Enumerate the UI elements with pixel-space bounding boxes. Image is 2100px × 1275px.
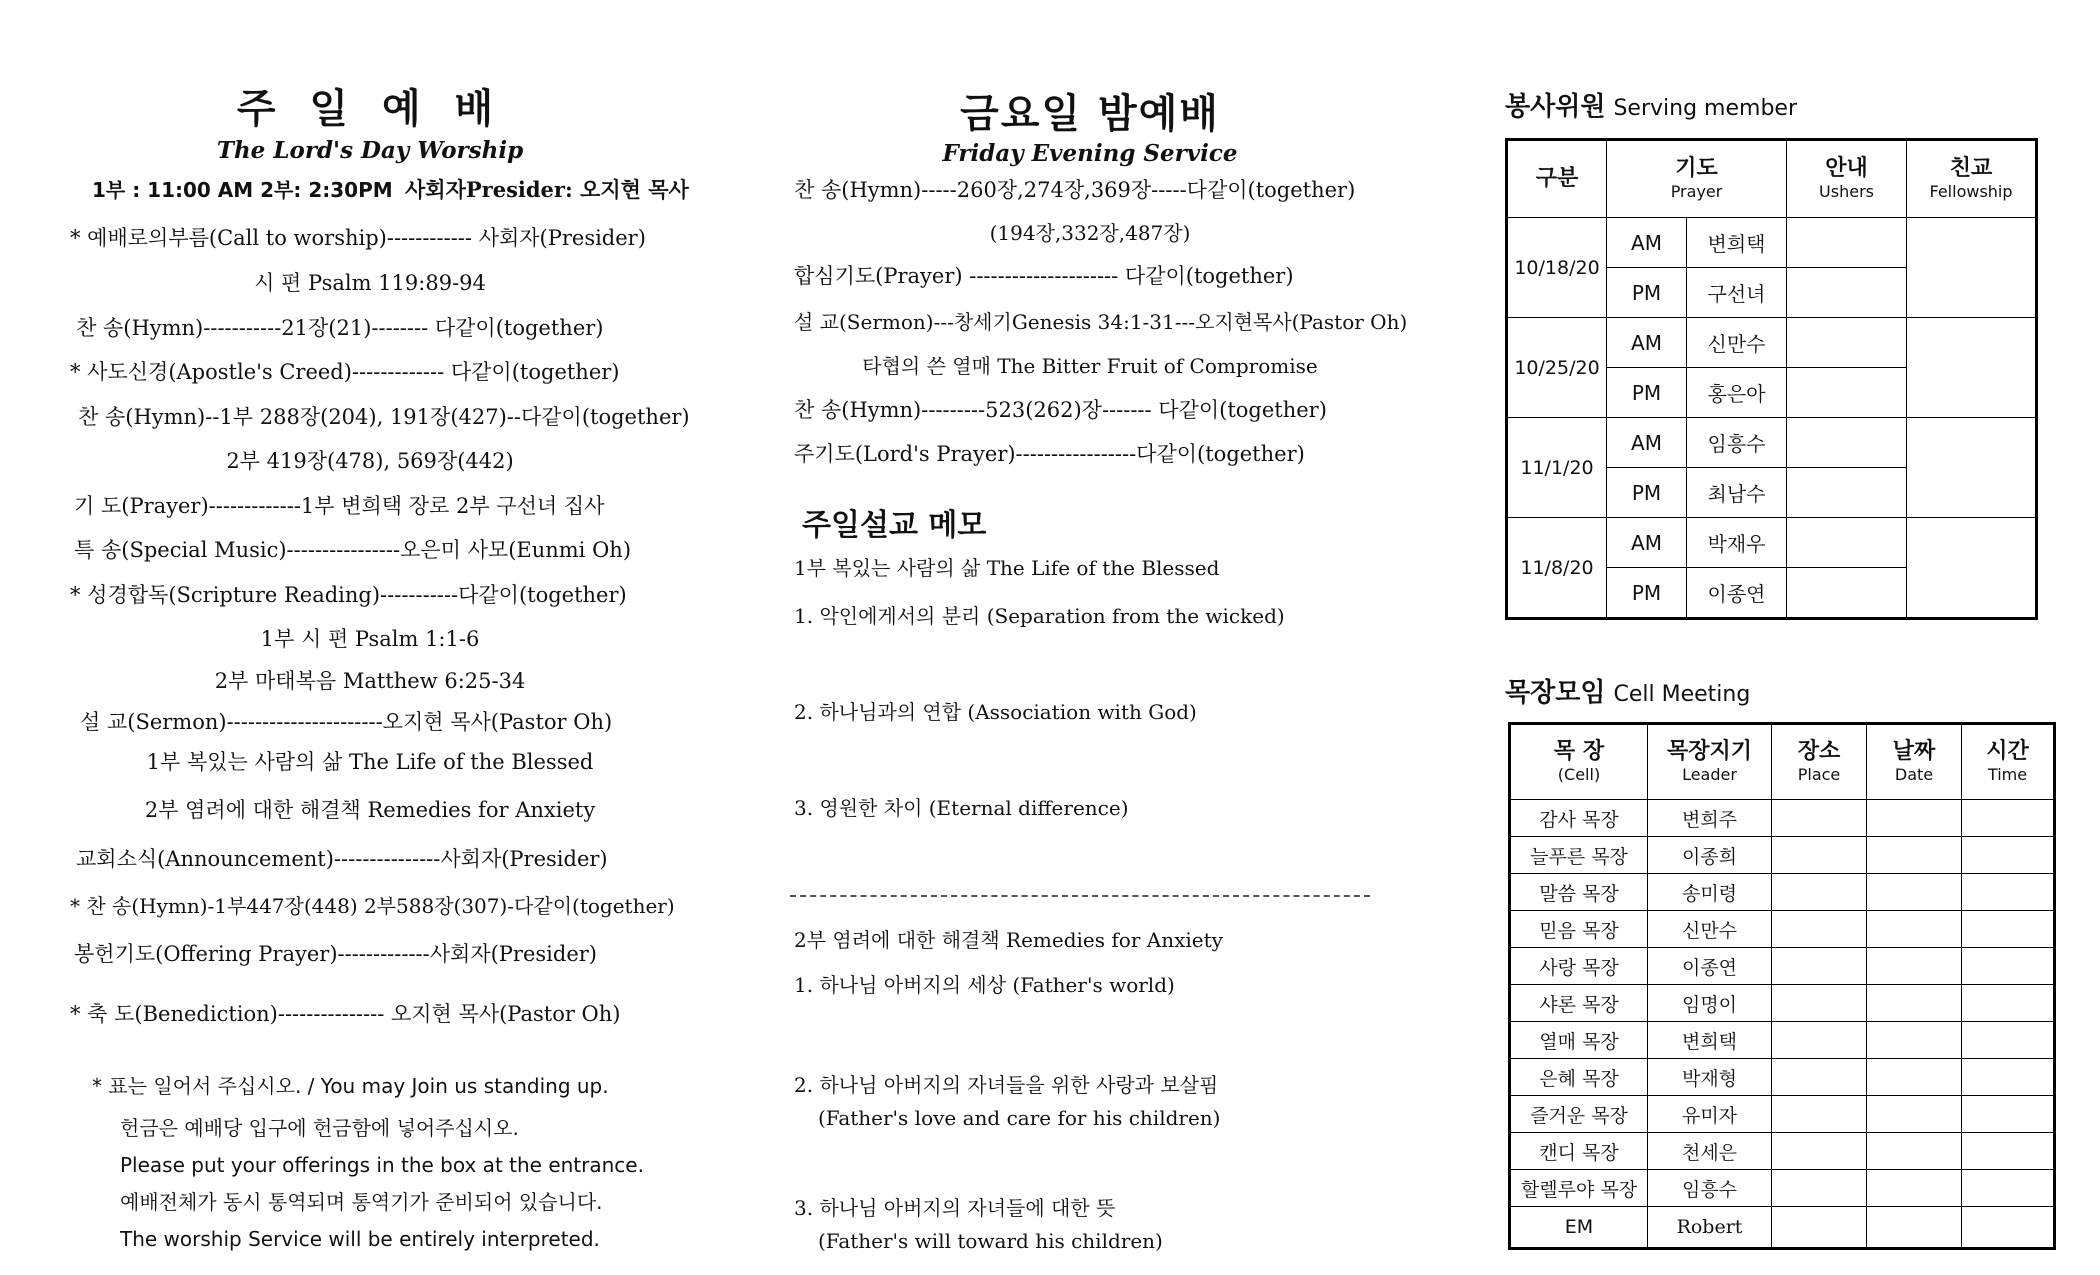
- cell-date: [1867, 1133, 1962, 1170]
- cell-row: [1510, 1096, 2055, 1133]
- memo-title: 주일설교 메모: [802, 508, 987, 543]
- cell-table: [1508, 722, 2056, 1250]
- serving-usher-cell: [1787, 568, 1907, 619]
- serving-row: [1507, 318, 2037, 368]
- service-times: 1부 : 11:00 AM 2부: 2:30PM: [92, 178, 393, 202]
- order-call-to-worship: * 예배로의부름(Call to worship)------------ 사회자(Presider): [70, 226, 646, 250]
- cell-name: 감사 목장: [1510, 800, 1648, 837]
- cell-date: [1867, 1207, 1962, 1249]
- order-reading-1: 1부 시 편 Psalm 1:1-6: [260, 627, 480, 651]
- cell-time: [1962, 1059, 2055, 1096]
- presider-line: 사회자Presider: 오지현 목사: [405, 177, 689, 202]
- cell-date: [1867, 1059, 1962, 1096]
- serving-fellowship-cell: [1907, 318, 2037, 418]
- serving-usher-cell: [1787, 368, 1907, 418]
- serving-pm-name: 이종연: [1687, 568, 1787, 619]
- friday-hymn: 찬 송(Hymn)-----260장,274장,369장-----다같이(together): [794, 178, 1356, 202]
- note-interpretation-en: The worship Service will be entirely interpreted.: [120, 1227, 600, 1251]
- order-sermon-title-2: 2부 염려에 대한 해결책 Remedies for Anxiety: [144, 798, 596, 822]
- order-hymn-1: 찬 송(Hymn)-----------21장(21)-------- 다같이(together): [76, 316, 604, 340]
- order-prayer: 기 도(Prayer)-------------1부 변희택 장로 2부 구선녀 집사: [74, 494, 605, 518]
- serving-date: 10/18/20: [1507, 218, 1607, 318]
- memo-part2-point1: 1. 하나님 아버지의 세상 (Father's world): [794, 973, 1175, 997]
- cell-th-date: 날짜 Date: [1867, 724, 1962, 800]
- cell-th-cell: 목 장 (Cell): [1510, 724, 1648, 800]
- cell-time: [1962, 1133, 2055, 1170]
- cell-row: [1510, 874, 2055, 911]
- order-announcement: 교회소식(Announcement)---------------사회자(Presider): [76, 847, 608, 871]
- am-label: AM: [1607, 218, 1687, 268]
- cell-place: [1772, 1059, 1867, 1096]
- cell-row: [1510, 1207, 2055, 1249]
- serving-pm-name: 구선녀: [1687, 268, 1787, 318]
- serving-title-en: Serving member: [1613, 96, 1797, 121]
- serving-date: 11/1/20: [1507, 418, 1607, 518]
- cell-th-leader: 목장지기 Leader: [1648, 724, 1772, 800]
- cell-leader: 천세은: [1648, 1133, 1772, 1170]
- friday-subtitle: Friday Evening Service: [942, 140, 1238, 167]
- cell-date: [1867, 948, 1962, 985]
- serving-usher-cell: [1787, 218, 1907, 268]
- cell-leader: 변희주: [1648, 800, 1772, 837]
- serving-title-ko: 봉사위원: [1505, 92, 1606, 122]
- serving-am-name: 박재우: [1687, 518, 1787, 568]
- cell-th-time: 시간 Time: [1962, 724, 2055, 800]
- cell-name: 캔디 목장: [1510, 1133, 1648, 1170]
- memo-divider: [790, 895, 1370, 897]
- note-interpretation-ko: 예배전체가 동시 통역되며 통역기가 준비되어 있습니다.: [120, 1190, 603, 1214]
- serving-row: [1507, 218, 2037, 268]
- cell-date: [1867, 874, 1962, 911]
- serving-row: [1507, 518, 2037, 568]
- cell-leader: Robert: [1648, 1207, 1772, 1249]
- serving-usher-cell: [1787, 318, 1907, 368]
- cell-row: [1510, 1022, 2055, 1059]
- memo-part2-point2: 2. 하나님 아버지의 자녀들을 위한 사랑과 보살핌: [794, 1073, 1219, 1097]
- cell-date: [1867, 1022, 1962, 1059]
- friday-lords-prayer: 주기도(Lord's Prayer)-----------------다같이(together): [794, 442, 1305, 466]
- cell-leader: 이종희: [1648, 837, 1772, 874]
- order-scripture-reading: * 성경합독(Scripture Reading)-----------다같이(together): [70, 583, 627, 607]
- friday-title: 금요일 밤예배: [960, 91, 1220, 137]
- cell-date: [1867, 911, 1962, 948]
- serving-pm-name: 최남수: [1687, 468, 1787, 518]
- serving-fellowship-cell: [1907, 218, 2037, 318]
- memo-part1-point2: 2. 하나님과의 연합 (Association with God): [794, 700, 1197, 724]
- serving-th-ushers: 안내 Ushers: [1787, 140, 1907, 218]
- friday-sermon-title: 타협의 쓴 열매 The Bitter Fruit of Compromise: [862, 354, 1318, 378]
- order-hymn-3: * 찬 송(Hymn)-1부447장(448) 2부588장(307)-다같이(together): [70, 894, 675, 918]
- cell-th-place: 장소 Place: [1772, 724, 1867, 800]
- cell-time: [1962, 1022, 2055, 1059]
- cell-name: EM: [1510, 1207, 1648, 1249]
- cell-date: [1867, 1170, 1962, 1207]
- serving-usher-cell: [1787, 268, 1907, 318]
- cell-place: [1772, 800, 1867, 837]
- cell-name: 사랑 목장: [1510, 948, 1648, 985]
- serving-am-name: 임흥수: [1687, 418, 1787, 468]
- am-label: AM: [1607, 518, 1687, 568]
- serving-am-name: 변희택: [1687, 218, 1787, 268]
- friday-hymn-part2: (194장,332장,487장): [989, 221, 1191, 245]
- cell-place: [1772, 1207, 1867, 1249]
- cell-time: [1962, 985, 2055, 1022]
- cell-title-ko: 목장모임: [1505, 678, 1606, 708]
- serving-usher-cell: [1787, 468, 1907, 518]
- cell-leader: 송미령: [1648, 874, 1772, 911]
- cell-place: [1772, 874, 1867, 911]
- order-psalm: 시 편 Psalm 119:89-94: [254, 271, 486, 295]
- cell-time: [1962, 800, 2055, 837]
- note-offering-en: Please put your offerings in the box at the entrance.: [120, 1153, 644, 1177]
- order-hymn-2-part2: 2부 419장(478), 569장(442): [226, 449, 514, 473]
- memo-part1-point1: 1. 악인에게서의 분리 (Separation from the wicked): [794, 604, 1285, 628]
- cell-place: [1772, 1096, 1867, 1133]
- memo-part2-point2-en: (Father's love and care for his children): [818, 1106, 1221, 1130]
- serving-date: 11/8/20: [1507, 518, 1607, 619]
- cell-place: [1772, 911, 1867, 948]
- serving-am-name: 신만수: [1687, 318, 1787, 368]
- serving-th-division: 구분: [1507, 140, 1607, 218]
- cell-name: 할렐루야 목장: [1510, 1170, 1648, 1207]
- pm-label: PM: [1607, 568, 1687, 619]
- cell-time: [1962, 874, 2055, 911]
- cell-row: [1510, 911, 2055, 948]
- cell-row: [1510, 1170, 2055, 1207]
- memo-part1-title: 1부 복있는 사람의 삶 The Life of the Blessed: [794, 556, 1220, 580]
- order-benediction: * 축 도(Benediction)--------------- 오지현 목사(Pastor Oh): [70, 1002, 621, 1026]
- cell-header: [1505, 672, 1750, 709]
- cell-leader: 박재형: [1648, 1059, 1772, 1096]
- cell-leader: 임명이: [1648, 985, 1772, 1022]
- order-sermon-title-1: 1부 복있는 사람의 삶 The Life of the Blessed: [146, 750, 594, 774]
- cell-leader: 유미자: [1648, 1096, 1772, 1133]
- serving-fellowship-cell: [1907, 418, 2037, 518]
- order-reading-2: 2부 마태복음 Matthew 6:25-34: [214, 669, 526, 693]
- memo-part1-point3: 3. 영원한 차이 (Eternal difference): [794, 796, 1129, 820]
- cell-row: [1510, 948, 2055, 985]
- cell-row: [1510, 985, 2055, 1022]
- pm-label: PM: [1607, 268, 1687, 318]
- cell-place: [1772, 1170, 1867, 1207]
- cell-name: 말씀 목장: [1510, 874, 1648, 911]
- sunday-subtitle: The Lord's Day Worship: [216, 137, 524, 164]
- am-label: AM: [1607, 318, 1687, 368]
- cell-date: [1867, 985, 1962, 1022]
- cell-date: [1867, 1096, 1962, 1133]
- cell-leader: 변희택: [1648, 1022, 1772, 1059]
- note-offering-ko: 헌금은 예배당 입구에 헌금함에 넣어주십시오.: [120, 1116, 519, 1140]
- note-standing: * 표는 일어서 주십시오. / You may Join us standing up.: [92, 1074, 609, 1098]
- friday-sermon: 설 교(Sermon)---창세기Genesis 34:1-31---오지현목사(Pastor Oh): [794, 310, 1408, 334]
- order-special-music: 특 송(Special Music)----------------오은미 사모(Eunmi Oh): [74, 538, 632, 562]
- serving-row: [1507, 418, 2037, 468]
- serving-usher-cell: [1787, 518, 1907, 568]
- cell-name: 은혜 목장: [1510, 1059, 1648, 1096]
- cell-name: 늘푸른 목장: [1510, 837, 1648, 874]
- order-sermon: 설 교(Sermon)----------------------오지현 목사(Pastor Oh): [80, 710, 613, 734]
- cell-time: [1962, 1096, 2055, 1133]
- serving-fellowship-cell: [1907, 518, 2037, 619]
- serving-header: [1505, 86, 1797, 123]
- cell-place: [1772, 985, 1867, 1022]
- memo-part2-title: 2부 염려에 대한 해결책 Remedies for Anxiety: [794, 928, 1223, 952]
- memo-part2-point3: 3. 하나님 아버지의 자녀들에 대한 뜻: [794, 1196, 1116, 1220]
- serving-date: 10/25/20: [1507, 318, 1607, 418]
- cell-place: [1772, 1022, 1867, 1059]
- friday-prayer: 합심기도(Prayer) --------------------- 다같이(together): [794, 264, 1294, 288]
- cell-time: [1962, 837, 2055, 874]
- serving-pm-name: 홍은아: [1687, 368, 1787, 418]
- cell-date: [1867, 800, 1962, 837]
- cell-place: [1772, 1133, 1867, 1170]
- serving-th-prayer: 기도 Prayer: [1607, 140, 1787, 218]
- friday-closing-hymn: 찬 송(Hymn)---------523(262)장------- 다같이(together): [794, 398, 1327, 422]
- cell-name: 열매 목장: [1510, 1022, 1648, 1059]
- cell-time: [1962, 1207, 2055, 1249]
- cell-row: [1510, 1133, 2055, 1170]
- cell-name: 샤론 목장: [1510, 985, 1648, 1022]
- cell-row: [1510, 1059, 2055, 1096]
- cell-row: [1510, 800, 2055, 837]
- am-label: AM: [1607, 418, 1687, 468]
- serving-table: [1505, 138, 2038, 620]
- cell-row: [1510, 837, 2055, 874]
- cell-place: [1772, 948, 1867, 985]
- serving-th-fellowship: 친교 Fellowship: [1907, 140, 2037, 218]
- cell-name: 즐거운 목장: [1510, 1096, 1648, 1133]
- pm-label: PM: [1607, 468, 1687, 518]
- order-hymn-2: 찬 송(Hymn)--1부 288장(204), 191장(427)--다같이(together): [78, 405, 690, 429]
- cell-time: [1962, 911, 2055, 948]
- cell-title-en: Cell Meeting: [1613, 682, 1751, 707]
- serving-usher-cell: [1787, 418, 1907, 468]
- sunday-title: 주 일 예 배: [236, 86, 504, 132]
- cell-time: [1962, 1170, 2055, 1207]
- order-apostles-creed: * 사도신경(Apostle's Creed)------------- 다같이(together): [70, 360, 620, 384]
- serving-header-row: [1507, 140, 2037, 218]
- cell-place: [1772, 837, 1867, 874]
- memo-part2-point3-en: (Father's will toward his children): [818, 1229, 1163, 1253]
- cell-time: [1962, 948, 2055, 985]
- cell-name: 믿음 목장: [1510, 911, 1648, 948]
- pm-label: PM: [1607, 368, 1687, 418]
- cell-date: [1867, 837, 1962, 874]
- order-offering-prayer: 봉헌기도(Offering Prayer)-------------사회자(Presider): [74, 942, 597, 966]
- cell-leader: 임흥수: [1648, 1170, 1772, 1207]
- cell-leader: 신만수: [1648, 911, 1772, 948]
- cell-header-row: [1510, 724, 2055, 800]
- cell-leader: 이종연: [1648, 948, 1772, 985]
